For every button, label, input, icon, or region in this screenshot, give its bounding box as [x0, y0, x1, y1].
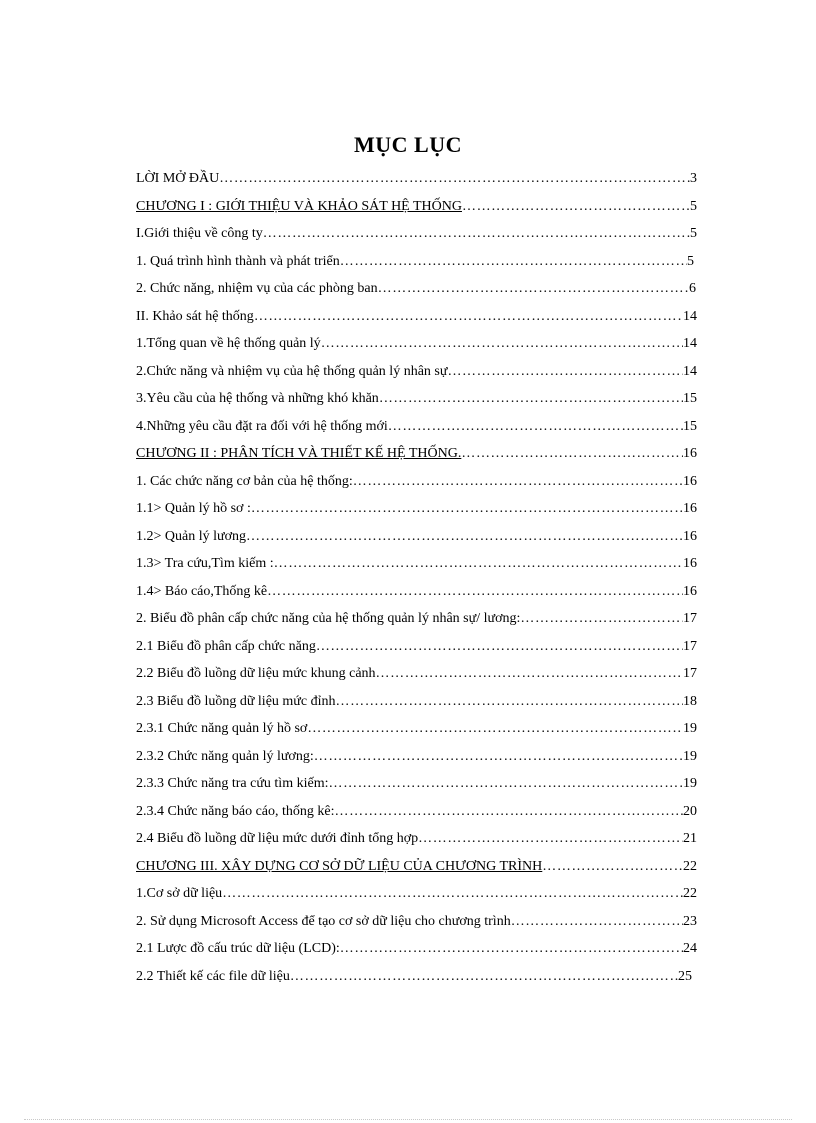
toc-page-number: 18	[683, 694, 697, 709]
toc-entry-label: CHƯƠNG I : GIỚI THIỆU VÀ KHẢO SÁT HỆ THỐNG	[136, 199, 462, 214]
toc-entry[interactable]	[136, 168, 697, 190]
toc-entry-label: CHƯƠNG III. XÂY DỰNG CƠ SỞ DỮ LIỆU CỦA CHƯƠNG TRÌNH	[136, 859, 543, 874]
toc-dot-leader	[336, 691, 684, 713]
toc-entry[interactable]	[136, 801, 697, 823]
toc-page-number: 25	[678, 969, 692, 984]
toc-entry[interactable]	[136, 388, 697, 410]
toc-page-number: 14	[683, 309, 697, 324]
toc-dot-leader	[461, 443, 683, 465]
toc-entry[interactable]	[136, 361, 697, 383]
toc-dot-leader	[353, 471, 683, 493]
toc-page-number: 14	[683, 336, 697, 351]
toc-entry[interactable]	[136, 966, 692, 988]
toc-page-number: 16	[683, 501, 697, 516]
toc-page-number: 15	[683, 391, 697, 406]
toc-dot-leader	[447, 361, 683, 383]
toc-page-number: 20	[683, 804, 697, 819]
toc-entry[interactable]	[136, 278, 696, 300]
toc-page-number: 16	[683, 446, 697, 461]
toc-dot-leader	[254, 306, 683, 328]
toc-page-number: 22	[683, 886, 697, 901]
toc-entry[interactable]	[136, 333, 697, 355]
toc-entry-label: LỜI MỞ ĐẦU	[136, 171, 220, 186]
toc-dot-leader	[335, 801, 684, 823]
toc-dot-leader	[520, 608, 683, 630]
toc-page-number: 19	[683, 721, 697, 736]
toc-entry[interactable]	[136, 526, 697, 548]
toc-dot-leader	[307, 718, 683, 740]
toc-page-number: 24	[683, 941, 697, 956]
toc-entry[interactable]	[136, 773, 697, 795]
toc-entry[interactable]	[136, 553, 697, 575]
toc-entry[interactable]	[136, 746, 697, 768]
toc-entry-label: 4.Những yêu cầu đặt ra đối với hệ thống mới	[136, 419, 388, 434]
toc-entry[interactable]	[136, 718, 697, 740]
toc-dot-leader	[316, 636, 683, 658]
toc-dot-leader	[314, 746, 683, 768]
toc-entry-label: 1.4> Báo cáo,Thống kê	[136, 584, 268, 599]
toc-dot-leader	[379, 388, 683, 410]
toc-entry-label: 2.3.2 Chức năng quản lý lương:	[136, 749, 314, 764]
toc-entry-label: 1.2> Quản lý lương	[136, 529, 246, 544]
page-title: MỤC LỤC	[354, 132, 462, 157]
toc-dot-leader	[388, 416, 683, 438]
toc-entry[interactable]	[136, 498, 697, 520]
toc-entry-label: I.Giới thiệu về công ty	[136, 226, 263, 241]
toc-entry-label: 2.3.4 Chức năng báo cáo, thống kê:	[136, 804, 335, 819]
toc-page-number: 17	[683, 666, 697, 681]
toc-page-number: 16	[683, 556, 697, 571]
toc-dot-leader	[340, 938, 683, 960]
toc-page-number: 19	[683, 749, 697, 764]
toc-entry-label: 1. Quá trình hình thành và phát triển	[136, 254, 340, 269]
toc-entry-label: 1.1> Quản lý hồ sơ :	[136, 501, 251, 516]
toc-entry-label: 2.1 Biểu đồ phân cấp chức năng	[136, 639, 316, 654]
toc-dot-leader	[542, 856, 683, 878]
toc-chapter-entry[interactable]	[136, 856, 697, 878]
toc-page-number: 15	[683, 419, 697, 434]
toc-entry-label: CHƯƠNG II : PHÂN TÍCH VÀ THIẾT KẾ HỆ THỐNG.	[136, 446, 462, 461]
toc-dot-leader	[222, 883, 683, 905]
toc-page-number: 23	[683, 914, 697, 929]
toc-chapter-entry[interactable]	[136, 196, 697, 218]
toc-dot-leader	[251, 498, 683, 520]
toc-dot-leader	[378, 278, 689, 300]
toc-entry-label: 2.3.3 Chức năng tra cứu tìm kiếm:	[136, 776, 329, 791]
toc-chapter-entry[interactable]	[136, 443, 697, 465]
toc-entry-label: 1.3> Tra cứu,Tìm kiếm :	[136, 556, 274, 571]
toc-page-number: 17	[683, 639, 697, 654]
toc-entry-label: 2. Chức năng, nhiệm vụ của các phòng ban	[136, 281, 378, 296]
toc-dot-leader	[246, 526, 683, 548]
toc-entry-label: 2.3.1 Chức năng quản lý hồ sơ	[136, 721, 308, 736]
toc-entry-label: 1.Cơ sở dữ liệu	[136, 886, 223, 901]
toc-dot-leader	[321, 333, 683, 355]
toc-dot-leader	[274, 553, 683, 575]
page-bottom-divider	[24, 1119, 792, 1120]
toc-entry-label: 1.Tổng quan về hệ thống quản lý	[136, 336, 321, 351]
toc-entry[interactable]	[136, 691, 697, 713]
toc-entry[interactable]	[136, 471, 697, 493]
toc-entry[interactable]	[136, 581, 697, 603]
toc-entry[interactable]	[136, 416, 697, 438]
toc-page-number: 5	[690, 226, 697, 241]
toc-entry[interactable]	[136, 223, 697, 245]
toc-entry-label: 2. Biểu đồ phân cấp chức năng của hệ thống quản lý nhân sự/ lương:	[136, 611, 521, 626]
toc-page-number: 5	[687, 254, 694, 269]
toc-entry[interactable]	[136, 911, 697, 933]
toc-entry-label: 2. Sử dụng Microsoft Access để tạo cơ sở dữ liệu cho chương trình	[136, 914, 511, 929]
toc-entry[interactable]	[136, 608, 697, 630]
toc-entry-label: 2.3 Biểu đồ luồng dữ liệu mức đỉnh	[136, 694, 336, 709]
toc-entry[interactable]	[136, 938, 697, 960]
toc-dot-leader	[376, 663, 683, 685]
toc-entry-label: 2.2 Thiết kế các file dữ liệu	[136, 969, 290, 984]
toc-page-number: 19	[683, 776, 697, 791]
toc-dot-leader	[219, 168, 690, 190]
toc-page-number: 3	[690, 171, 697, 186]
toc-entry-label: 2.1 Lược đồ cấu trúc dữ liệu (LCD):	[136, 941, 340, 956]
toc-dot-leader	[290, 966, 678, 988]
toc-dot-leader	[263, 223, 690, 245]
toc-entry[interactable]	[136, 636, 697, 658]
toc-page-number: 21	[683, 831, 697, 846]
toc-entry-label: II. Khảo sát hệ thống	[136, 309, 254, 324]
toc-page-number: 16	[683, 529, 697, 544]
toc-entry[interactable]	[136, 883, 697, 905]
toc-entry[interactable]	[136, 251, 694, 273]
toc-page-number: 5	[690, 199, 697, 214]
toc-entry-label: 2.2 Biểu đồ luồng dữ liệu mức khung cảnh	[136, 666, 376, 681]
toc-dot-leader	[511, 911, 683, 933]
toc-dot-leader	[462, 196, 690, 218]
toc-dot-leader	[328, 773, 683, 795]
toc-entry-label: 2.Chức năng và nhiệm vụ của hệ thống quản lý nhân sự	[136, 364, 448, 379]
toc-entry-label: 1. Các chức năng cơ bản của hệ thống:	[136, 474, 353, 489]
toc-dot-leader	[267, 581, 683, 603]
toc-page-number: 6	[689, 281, 696, 296]
toc-dot-leader	[340, 251, 687, 273]
toc-page-number: 22	[683, 859, 697, 874]
toc-dot-leader	[418, 828, 683, 850]
toc-page-number: 16	[683, 584, 697, 599]
toc-page-number: 17	[683, 611, 697, 626]
toc-entry[interactable]	[136, 828, 697, 850]
toc-entry-label: 3.Yêu cầu của hệ thống và những khó khăn	[136, 391, 379, 406]
toc-page-number: 16	[683, 474, 697, 489]
toc-entry[interactable]	[136, 306, 697, 328]
toc-entry[interactable]	[136, 663, 697, 685]
toc-entry-label: 2.4 Biểu đồ luồng dữ liệu mức dưới đỉnh tổng hợp	[136, 831, 419, 846]
toc-page-number: 14	[683, 364, 697, 379]
